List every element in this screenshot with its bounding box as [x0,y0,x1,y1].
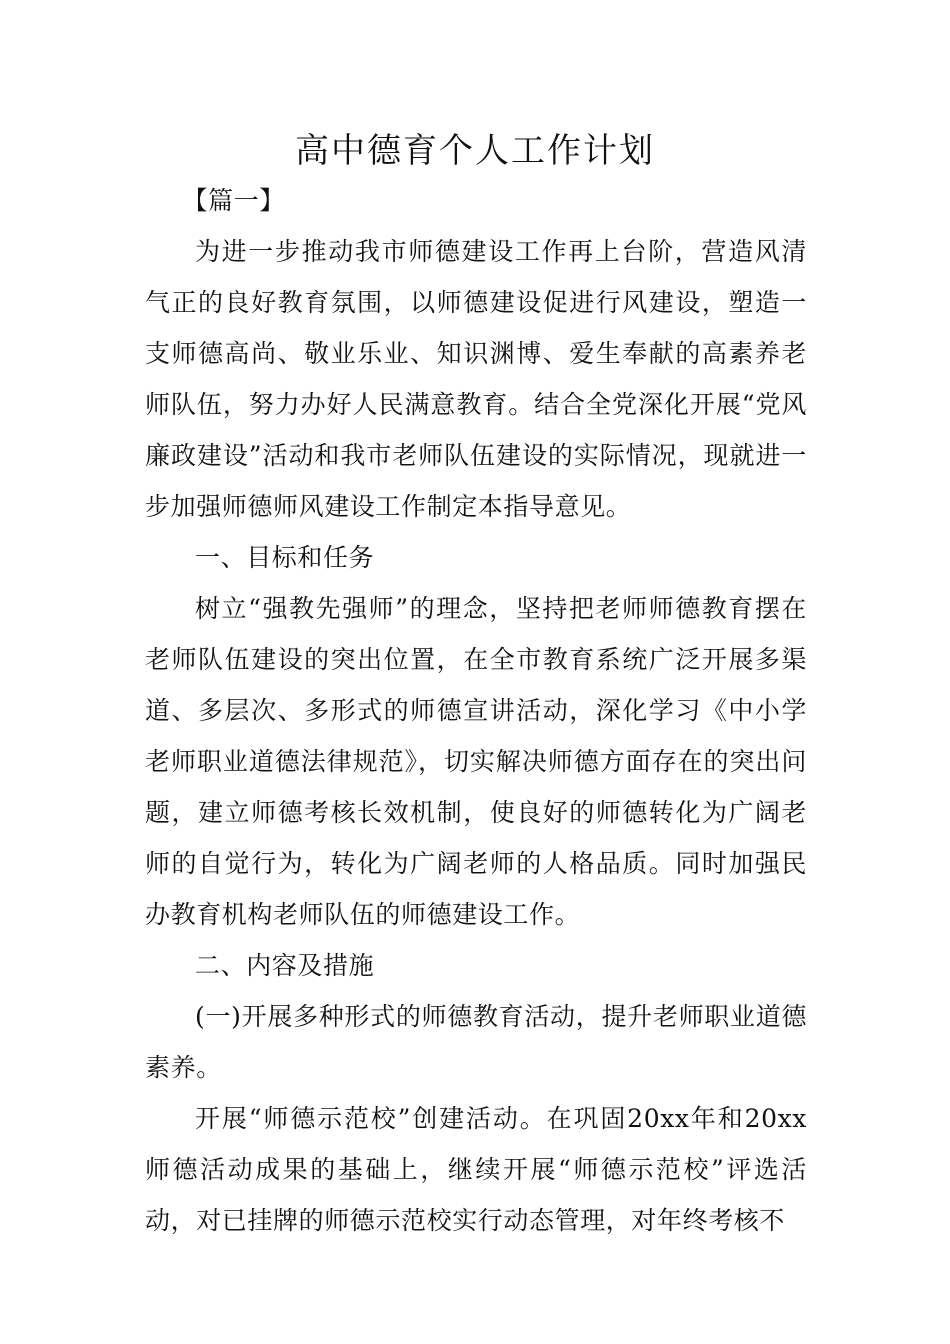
subheading-education-activities: (一)开展多种形式的师德教育活动，提升老师职业道德素养。 [145,1002,807,1082]
document-body [145,175,807,1246]
intro-paragraph: 为进一步推动我市师德建设工作再上台阶，营造风清气正的良好教育氛围，以师德建设促进行风建设，塑造一支师德高尚、敬业乐业、知识渊博、爱生奉献的高素养老师队伍，努力办好人民满意教育。结合全党深化开展“党风廉政建设”活动和我市老师队伍建设的实际情况，现就进一步加强师德师风建设工作制定本指导意见。 [145,237,807,521]
model-school-paragraph: 开展“师德示范校”创建活动。在巩固20xx年和20xx师德活动成果的基础上，继续开展“师德示范校”评选活动，对已挂牌的师德示范校实行动态管理，对年终考核不 [145,1104,807,1235]
goals-paragraph: 树立“强教先强师”的理念，坚持把老师师德教育摆在老师队伍建设的突出位置，在全市教育系统广泛开展多渠道、多层次、多形式的师德宣讲活动，深化学习《中小学老师职业道德法律规范》，切实解决师德方面存在的突出问题，建立师德考核长效机制，使良好的师德转化为广阔老师的自觉行为，转化为广阔老师的人格品质。同时加强民办教育机构老师队伍的师德建设工作。 [145,594,807,929]
heading-content-and-measures: 二、内容及措施 [195,951,375,980]
heading-goals-and-tasks: 一、目标和任务 [195,543,375,572]
document-title: 高中德育个人工作计划 [295,131,655,171]
section-marker: 【篇一】 [182,186,285,215]
